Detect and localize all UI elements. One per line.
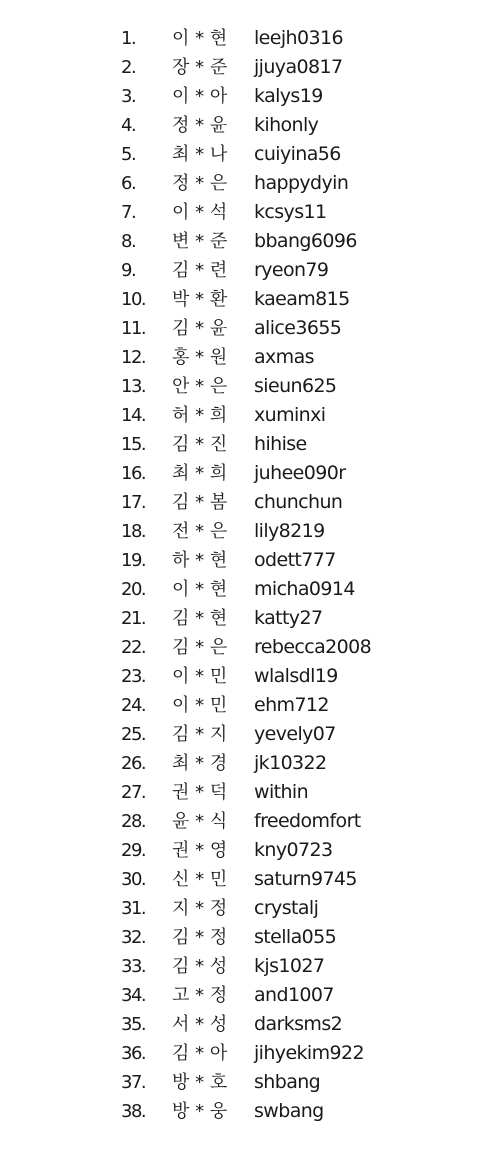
- list-item: [0, 778, 502, 807]
- masked-name: 지 * 정: [172, 898, 228, 919]
- entry-number: 2.: [121, 57, 136, 78]
- user-id: and1007: [254, 984, 334, 1006]
- user-id: chunchun: [254, 491, 343, 513]
- user-id: ryeon79: [254, 259, 329, 281]
- entry-number: 12.: [121, 347, 146, 368]
- masked-name: 신 * 민: [172, 869, 228, 890]
- user-id: xuminxi: [254, 404, 326, 426]
- masked-name: 홍 * 원: [172, 347, 228, 368]
- list-item: [0, 981, 502, 1010]
- masked-name: 이 * 현: [172, 28, 228, 49]
- user-id: happydyin: [254, 172, 349, 194]
- user-id: yevely07: [254, 723, 336, 745]
- list-item: [0, 488, 502, 517]
- user-id: kjs1027: [254, 955, 325, 977]
- user-id: stella055: [254, 926, 337, 948]
- user-id: rebecca2008: [254, 636, 372, 658]
- masked-name: 정 * 은: [172, 173, 228, 194]
- entry-number: 32.: [121, 927, 146, 948]
- masked-name: 권 * 덕: [172, 782, 228, 803]
- masked-name: 김 * 아: [172, 1043, 228, 1064]
- masked-name: 이 * 민: [172, 666, 228, 687]
- masked-name: 최 * 경: [172, 753, 228, 774]
- entry-number: 36.: [121, 1043, 146, 1064]
- list-item: [0, 198, 502, 227]
- list-item: [0, 1010, 502, 1039]
- list-item: [0, 1097, 502, 1126]
- masked-name: 김 * 윤: [172, 318, 228, 339]
- list-item: [0, 865, 502, 894]
- entry-number: 19.: [121, 550, 146, 571]
- user-id: ehm712: [254, 694, 329, 716]
- masked-name: 서 * 성: [172, 1014, 228, 1035]
- entry-number: 27.: [121, 782, 146, 803]
- masked-name: 최 * 희: [172, 463, 228, 484]
- user-id: katty27: [254, 607, 323, 629]
- list-item: [0, 401, 502, 430]
- user-id: darksms2: [254, 1013, 343, 1035]
- masked-name: 김 * 정: [172, 927, 228, 948]
- entry-number: 34.: [121, 985, 146, 1006]
- list-item: [0, 430, 502, 459]
- masked-name: 김 * 현: [172, 608, 228, 629]
- list-item: [0, 1068, 502, 1097]
- list-item: [0, 662, 502, 691]
- list-item: [0, 343, 502, 372]
- user-id: jjuya0817: [254, 56, 343, 78]
- list-item: [0, 1039, 502, 1068]
- list-item: [0, 749, 502, 778]
- entry-number: 16.: [121, 463, 146, 484]
- user-id: sieun625: [254, 375, 337, 397]
- masked-name: 허 * 희: [172, 405, 228, 426]
- list-item: [0, 459, 502, 488]
- masked-name: 장 * 준: [172, 57, 228, 78]
- entry-number: 25.: [121, 724, 146, 745]
- entry-number: 21.: [121, 608, 146, 629]
- entry-number: 6.: [121, 173, 136, 194]
- user-id: juhee090r: [254, 462, 346, 484]
- user-id: lily8219: [254, 520, 325, 542]
- list-item: [0, 111, 502, 140]
- masked-name: 윤 * 식: [172, 811, 228, 832]
- user-id: within: [254, 781, 309, 803]
- masked-name: 하 * 현: [172, 550, 228, 571]
- list-item: [0, 807, 502, 836]
- user-id: hihise: [254, 433, 307, 455]
- masked-name: 방 * 호: [172, 1072, 228, 1093]
- masked-name: 권 * 영: [172, 840, 228, 861]
- list-item: [0, 53, 502, 82]
- user-id: odett777: [254, 549, 336, 571]
- user-id: bbang6096: [254, 230, 357, 252]
- user-id: alice3655: [254, 317, 342, 339]
- masked-name: 변 * 준: [172, 231, 228, 252]
- user-id: shbang: [254, 1071, 321, 1093]
- entry-number: 31.: [121, 898, 146, 919]
- entry-number: 1.: [121, 28, 136, 49]
- masked-name: 김 * 봄: [172, 492, 228, 513]
- entry-number: 7.: [121, 202, 136, 223]
- user-id: kcsys11: [254, 201, 327, 223]
- user-id: kalys19: [254, 85, 323, 107]
- masked-name: 최 * 나: [172, 144, 228, 165]
- masked-name: 이 * 민: [172, 695, 228, 716]
- entry-number: 9.: [121, 260, 136, 281]
- user-id: kihonly: [254, 114, 319, 136]
- list-item: [0, 691, 502, 720]
- masked-name: 안 * 은: [172, 376, 228, 397]
- user-id: micha0914: [254, 578, 355, 600]
- masked-name: 김 * 지: [172, 724, 228, 745]
- entry-number: 28.: [121, 811, 146, 832]
- masked-name: 김 * 련: [172, 260, 228, 281]
- list-item: [0, 633, 502, 662]
- list-item: [0, 836, 502, 865]
- entry-number: 26.: [121, 753, 146, 774]
- list-item: [0, 604, 502, 633]
- masked-name: 김 * 진: [172, 434, 228, 455]
- user-id: wlalsdl19: [254, 665, 338, 687]
- entry-number: 10.: [121, 289, 146, 310]
- entry-number: 5.: [121, 144, 136, 165]
- user-id: jihyekim922: [254, 1042, 364, 1064]
- entry-number: 24.: [121, 695, 146, 716]
- user-id: crystalj: [254, 897, 319, 919]
- user-id: swbang: [254, 1100, 324, 1122]
- list-item: [0, 169, 502, 198]
- list-item: [0, 372, 502, 401]
- list-item: [0, 285, 502, 314]
- user-id: kaeam815: [254, 288, 350, 310]
- entry-number: 38.: [121, 1101, 146, 1122]
- user-id: saturn9745: [254, 868, 357, 890]
- list-item: [0, 140, 502, 169]
- entry-number: 11.: [121, 318, 146, 339]
- list-item: [0, 894, 502, 923]
- entry-number: 4.: [121, 115, 136, 136]
- user-id: freedomfort: [254, 810, 361, 832]
- list-item: [0, 546, 502, 575]
- masked-name: 방 * 웅: [172, 1101, 228, 1122]
- entry-number: 33.: [121, 956, 146, 977]
- list-item: [0, 952, 502, 981]
- user-id: cuiyina56: [254, 143, 341, 165]
- user-id: kny0723: [254, 839, 333, 861]
- entry-number: 35.: [121, 1014, 146, 1035]
- list-item: [0, 82, 502, 111]
- entry-number: 23.: [121, 666, 146, 687]
- entry-number: 13.: [121, 376, 146, 397]
- list-item: [0, 923, 502, 952]
- entry-number: 29.: [121, 840, 146, 861]
- list-item: [0, 575, 502, 604]
- list-item: [0, 314, 502, 343]
- entry-number: 30.: [121, 869, 146, 890]
- entry-number: 17.: [121, 492, 146, 513]
- user-id: leejh0316: [254, 27, 343, 49]
- entry-number: 37.: [121, 1072, 146, 1093]
- list-item: [0, 24, 502, 53]
- masked-name: 정 * 윤: [172, 115, 228, 136]
- list-item: [0, 720, 502, 749]
- masked-name: 이 * 아: [172, 86, 228, 107]
- user-id: jk10322: [254, 752, 327, 774]
- masked-name: 고 * 정: [172, 985, 228, 1006]
- entry-number: 3.: [121, 86, 136, 107]
- winner-list: [0, 24, 502, 1126]
- masked-name: 전 * 은: [172, 521, 228, 542]
- list-item: [0, 256, 502, 285]
- masked-name: 이 * 석: [172, 202, 228, 223]
- masked-name: 박 * 환: [172, 289, 228, 310]
- list-item: [0, 517, 502, 546]
- list-item: [0, 227, 502, 256]
- masked-name: 김 * 은: [172, 637, 228, 658]
- entry-number: 15.: [121, 434, 146, 455]
- masked-name: 김 * 성: [172, 956, 228, 977]
- masked-name: 이 * 현: [172, 579, 228, 600]
- entry-number: 22.: [121, 637, 146, 658]
- entry-number: 18.: [121, 521, 146, 542]
- entry-number: 14.: [121, 405, 146, 426]
- user-id: axmas: [254, 346, 314, 368]
- entry-number: 8.: [121, 231, 136, 252]
- entry-number: 20.: [121, 579, 146, 600]
